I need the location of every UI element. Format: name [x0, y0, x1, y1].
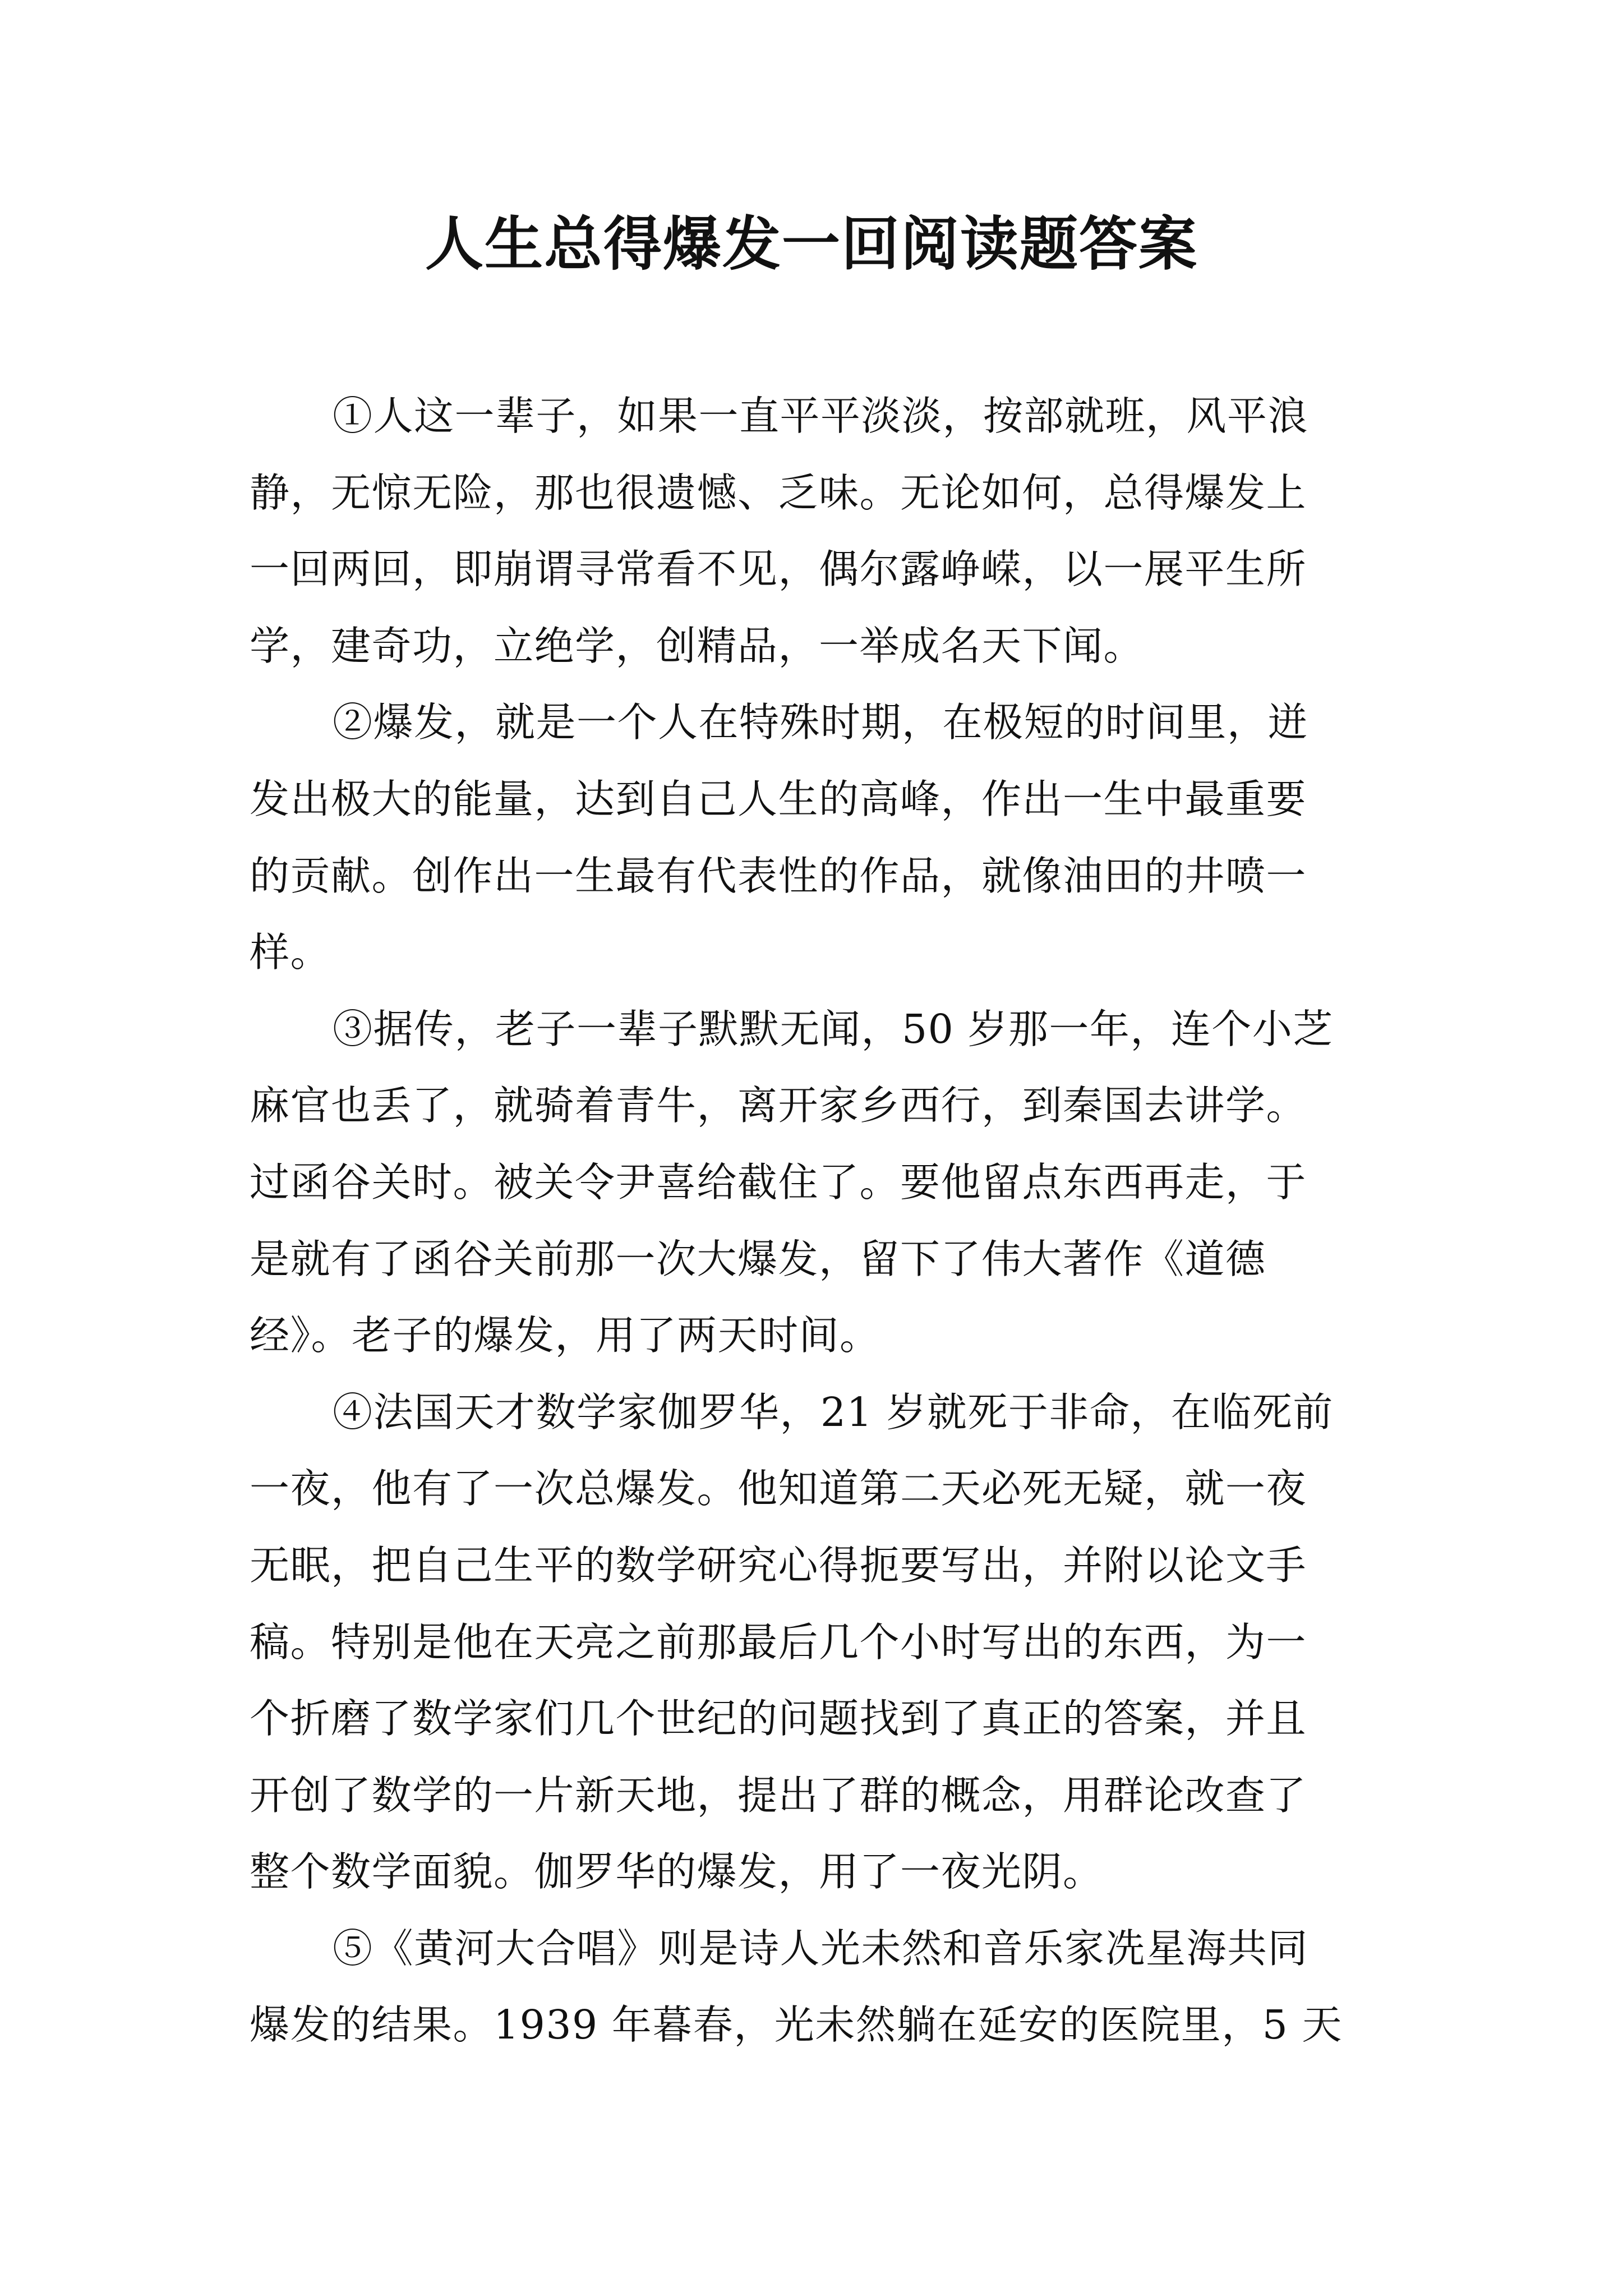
- paragraph-line: 一回两回，即崩谓寻常看不见，偶尔露峥嵘，以一展平生所: [250, 546, 1307, 593]
- paragraph-line: ②爆发，就是一个人在特殊时期，在极短的时间里，迸: [333, 699, 1309, 746]
- paragraph-5: [250, 1911, 1388, 2064]
- paragraph-line: 整个数学面貌。伽罗华的爆发，用了一夜光阴。: [250, 1848, 1104, 1895]
- paragraph-line: 样。: [250, 929, 331, 976]
- paragraph-line: 发出极大的能量，达到自己人生的高峰，作出一生中最重要: [250, 775, 1307, 822]
- paragraph-line: 静，无惊无险，那也很遗憾、乏味。无论如何，总得爆发上: [250, 469, 1307, 516]
- paragraph-line: ③据传，老子一辈子默默无闻，50 岁那一年，连个小芝: [333, 1005, 1334, 1052]
- paragraph-line: 是就有了函谷关前那一次大爆发，留下了伟大著作《道德: [250, 1235, 1266, 1282]
- paragraph-line: 麻官也丢了，就骑着青牛，离开家乡西行，到秦国去讲学。: [250, 1082, 1307, 1129]
- paragraph-1: [250, 378, 1388, 684]
- paragraph-4: [250, 1374, 1388, 1911]
- paragraph-line: ①人这一辈子，如果一直平平淡淡，按部就班，风平浪: [333, 393, 1309, 439]
- document-title: 人生总得爆发一回阅读题答案: [425, 209, 1198, 278]
- paragraph-line: 个折磨了数学家们几个世纪的问题找到了真正的答案，并且: [250, 1695, 1307, 1742]
- paragraph-line: ④法国天才数学家伽罗华，21 岁就死于非命，在临死前: [333, 1388, 1334, 1435]
- document-body: [250, 378, 1388, 2064]
- paragraph-line: 稿。特别是他在天亮之前那最后几个小时写出的东西，为一: [250, 1618, 1307, 1665]
- paragraph-line: ⑤《黄河大合唱》则是诗人光未然和音乐家冼星海共同: [333, 1925, 1309, 1972]
- paragraph-line: 学，建奇功，立绝学，创精品，一举成名天下闻。: [250, 622, 1145, 669]
- paragraph-3: [250, 991, 1388, 1374]
- paragraph-line: 的贡献。创作出一生最有代表性的作品，就像油田的井喷一: [250, 852, 1307, 899]
- paragraph-line: 开创了数学的一片新天地，提出了群的概念，用群论改查了: [250, 1772, 1307, 1819]
- paragraph-2: [250, 684, 1388, 991]
- paragraph-line: 经》。老子的爆发，用了两天时间。: [250, 1312, 880, 1359]
- paragraph-line: 一夜，他有了一次总爆发。他知道第二天必死无疑，就一夜: [250, 1465, 1307, 1512]
- paragraph-line: 过函谷关时。被关令尹喜给截住了。要他留点东西再走，于: [250, 1158, 1307, 1205]
- paragraph-line: 爆发的结果。1939 年暮春，光未然躺在延安的医院里，5 天: [250, 2001, 1343, 2049]
- paragraph-line: 无眠，把自己生平的数学研究心得扼要写出，并附以论文手: [250, 1542, 1307, 1589]
